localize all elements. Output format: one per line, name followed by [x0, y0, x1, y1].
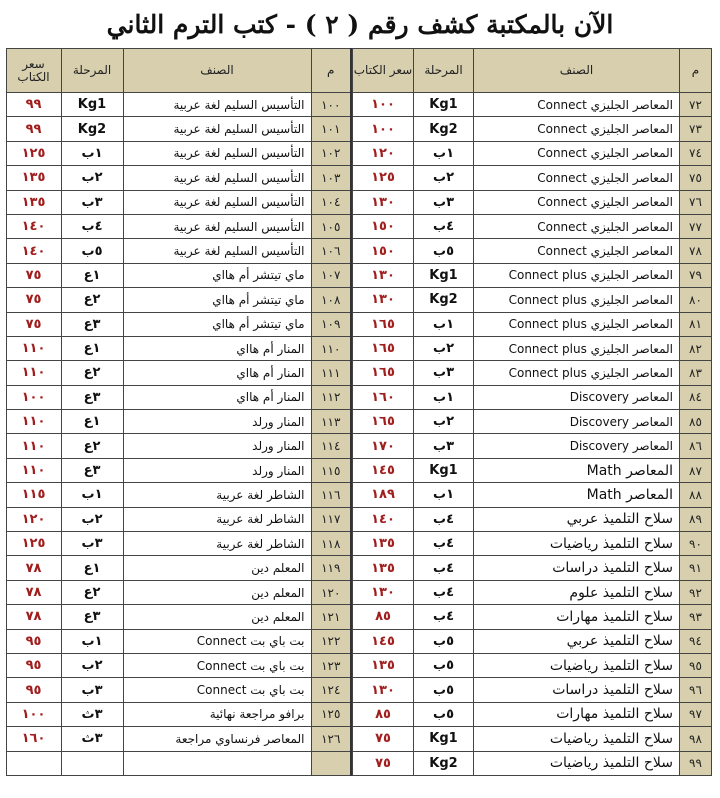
item-stage: ٢ب [61, 166, 123, 190]
item-name: بت باي بت Connect [123, 678, 311, 702]
item-name: سلاح التلميذ علوم [474, 580, 680, 604]
item-price: ٩٥ [6, 629, 61, 653]
item-name: المعاصر الجليزي Connect [474, 214, 680, 238]
item-name: المعاصر Math [474, 483, 680, 507]
table-row [6, 361, 351, 385]
item-stage: Kg2 [414, 751, 474, 775]
row-number: ٧٧ [680, 214, 712, 238]
table-row [353, 458, 712, 482]
left-table-body [6, 93, 351, 776]
table-row [6, 702, 351, 726]
item-price: ١٦٥ [353, 312, 414, 336]
item-price: ١٣٥ [6, 166, 61, 190]
table-row [6, 434, 351, 458]
table-row [6, 312, 351, 336]
item-stage: ١ب [414, 312, 474, 336]
item-price: ١٣٥ [353, 653, 414, 677]
table-row [353, 556, 712, 580]
row-number: ٩٩ [680, 751, 712, 775]
table-row [353, 93, 712, 117]
item-name: المنار أم هااي [123, 336, 311, 360]
item-price: ١٥٠ [353, 239, 414, 263]
table-row [6, 483, 351, 507]
item-price: ١٧٠ [353, 434, 414, 458]
item-name: المعاصر الجليزي Connect plus [474, 361, 680, 385]
item-stage: ٢ب [414, 166, 474, 190]
row-number: ١٢٣ [311, 653, 351, 677]
row-number: ٩٠ [680, 532, 712, 556]
item-stage: ٥ب [414, 239, 474, 263]
item-price: ١٣٥ [353, 532, 414, 556]
item-price: ١٤٠ [353, 507, 414, 531]
row-number: ١٠٣ [311, 166, 351, 190]
item-name: المعلم دين [123, 556, 311, 580]
row-number: ١٢٢ [311, 629, 351, 653]
item-name: المعاصر الجليزي Connect [474, 141, 680, 165]
table-row [6, 410, 351, 434]
item-name [123, 751, 311, 775]
item-price: ١٣٠ [353, 580, 414, 604]
row-number: ٩٨ [680, 727, 712, 751]
item-stage: ١ع [61, 263, 123, 287]
row-number: ٧٦ [680, 190, 712, 214]
row-number: ١١٠ [311, 336, 351, 360]
row-number: ١٠٠ [311, 93, 351, 117]
table-row [6, 629, 351, 653]
item-stage: ٣ب [414, 190, 474, 214]
item-name: سلاح التلميذ رياضيات [474, 727, 680, 751]
item-price: ١٠٠ [353, 117, 414, 141]
row-number: ٨٩ [680, 507, 712, 531]
item-name: التأسيس السليم لغة عربية [123, 190, 311, 214]
row-number: ١١٦ [311, 483, 351, 507]
item-price: ٧٥ [353, 727, 414, 751]
table-row [6, 580, 351, 604]
table-row [353, 483, 712, 507]
item-stage: ٣ع [61, 312, 123, 336]
table-row [6, 288, 351, 312]
item-stage: Kg1 [414, 727, 474, 751]
row-number: ١١٣ [311, 410, 351, 434]
table-row [353, 361, 712, 385]
item-name: المعاصر Math [474, 458, 680, 482]
item-name: الشاطر لغة عربية [123, 483, 311, 507]
item-price: ٨٥ [353, 702, 414, 726]
item-price: ٧٨ [6, 605, 61, 629]
item-stage: ٢ب [61, 653, 123, 677]
item-name: الشاطر لغة عربية [123, 532, 311, 556]
row-number: ٨٧ [680, 458, 712, 482]
item-price: ٩٥ [6, 653, 61, 677]
item-name: المعاصر الجليزي Connect [474, 93, 680, 117]
item-stage: ١ب [414, 385, 474, 409]
table-row [353, 410, 712, 434]
item-stage: Kg2 [61, 117, 123, 141]
item-stage: ٢ع [61, 580, 123, 604]
item-stage: ١ب [61, 629, 123, 653]
header-stage: المرحلة [61, 49, 123, 93]
row-number: ٩٢ [680, 580, 712, 604]
item-price: ١١٠ [6, 361, 61, 385]
item-price: ١١٠ [6, 410, 61, 434]
table-row [353, 507, 712, 531]
item-name: ماي تيتشر أم هااي [123, 263, 311, 287]
item-stage: ٤ب [414, 532, 474, 556]
left-table-header [6, 49, 351, 93]
item-price: ٩٩ [6, 117, 61, 141]
item-price: ١٣٥ [353, 556, 414, 580]
item-price: ٩٩ [6, 93, 61, 117]
row-number: ١١٨ [311, 532, 351, 556]
item-stage: ٥ب [414, 629, 474, 653]
item-price: ١٢٥ [353, 166, 414, 190]
item-price: ١٦٠ [6, 727, 61, 751]
item-name: المنار ورلد [123, 434, 311, 458]
row-number: ١٠٧ [311, 263, 351, 287]
item-stage: Kg1 [61, 93, 123, 117]
row-number: ١٢٦ [311, 727, 351, 751]
item-price: ٩٥ [6, 678, 61, 702]
item-price: ١١٠ [6, 434, 61, 458]
header-num: م [311, 49, 351, 93]
item-name: سلاح التلميذ رياضيات [474, 532, 680, 556]
item-price: ١٦٥ [353, 336, 414, 360]
row-number: ٧٥ [680, 166, 712, 190]
row-number: ٨٤ [680, 385, 712, 409]
item-name: المعاصر الجليزي Connect [474, 239, 680, 263]
item-stage: ٥ب [414, 653, 474, 677]
table-row [6, 190, 351, 214]
row-number: ٧٤ [680, 141, 712, 165]
item-stage: ١ع [61, 336, 123, 360]
item-name: سلاح التلميذ دراسات [474, 678, 680, 702]
item-stage: Kg1 [414, 263, 474, 287]
table-row [6, 117, 351, 141]
item-name: ماي تيتشر أم هااي [123, 312, 311, 336]
table-row [6, 507, 351, 531]
item-name: المعاصر الجليزي Connect plus [474, 263, 680, 287]
header-price: سعر الكتاب [353, 49, 414, 93]
item-name: المنار ورلد [123, 410, 311, 434]
item-stage: Kg2 [414, 117, 474, 141]
item-stage: ٤ب [414, 507, 474, 531]
row-number: ١١٢ [311, 385, 351, 409]
row-number: ١٠٦ [311, 239, 351, 263]
item-stage: ١ب [61, 483, 123, 507]
table-row [353, 312, 712, 336]
item-name: المعاصر فرنساوي مراجعة [123, 727, 311, 751]
item-stage: ٢ع [61, 288, 123, 312]
item-stage: ٣ب [61, 190, 123, 214]
item-price: ٧٥ [6, 288, 61, 312]
item-name: المنار أم هااي [123, 361, 311, 385]
table-row [353, 434, 712, 458]
item-stage: ٣ب [61, 532, 123, 556]
table-row [6, 678, 351, 702]
table-row [353, 263, 712, 287]
item-price: ١٤٠ [6, 239, 61, 263]
item-name: المعاصر الجليزي Connect plus [474, 288, 680, 312]
row-number: ١٠٨ [311, 288, 351, 312]
left-price-table [6, 48, 353, 776]
item-name: ماي تيتشر أم هااي [123, 288, 311, 312]
item-name: المعاصر الجليزي Connect [474, 190, 680, 214]
row-number: ٧٩ [680, 263, 712, 287]
table-row [353, 288, 712, 312]
item-name: المعاصر Discovery [474, 385, 680, 409]
header-category: الصنف [123, 49, 311, 93]
item-price: ١٢٥ [6, 141, 61, 165]
item-price: ١٤٥ [353, 458, 414, 482]
item-name: سلاح التلميذ مهارات [474, 702, 680, 726]
item-name: المعلم دين [123, 605, 311, 629]
item-name: التأسيس السليم لغة عربية [123, 214, 311, 238]
table-row [353, 190, 712, 214]
item-price: ١٥٠ [353, 214, 414, 238]
row-number: ١٢٠ [311, 580, 351, 604]
table-row [353, 117, 712, 141]
row-number: ٧٣ [680, 117, 712, 141]
item-price: ١٤٥ [353, 629, 414, 653]
item-stage: ٣ب [414, 434, 474, 458]
item-stage: ٢ع [61, 361, 123, 385]
table-row [353, 751, 712, 775]
item-price: ٨٥ [353, 605, 414, 629]
item-stage: ٢ع [61, 434, 123, 458]
table-row [353, 385, 712, 409]
row-number: ٨٨ [680, 483, 712, 507]
item-stage: ٣ث [61, 702, 123, 726]
row-number: ١١٧ [311, 507, 351, 531]
item-price: ١٢٠ [6, 507, 61, 531]
table-row [353, 580, 712, 604]
item-name: التأسيس السليم لغة عربية [123, 117, 311, 141]
header-price: سعر الكتاب [6, 49, 61, 93]
item-name: برافو مراجعة نهائية [123, 702, 311, 726]
table-row [353, 702, 712, 726]
item-price: ٧٨ [6, 580, 61, 604]
table-row [6, 653, 351, 677]
table-row [6, 605, 351, 629]
table-row [6, 214, 351, 238]
item-price: ١٠٠ [6, 702, 61, 726]
item-name: سلاح التلميذ دراسات [474, 556, 680, 580]
table-row [353, 336, 712, 360]
item-price: ١٨٩ [353, 483, 414, 507]
row-number: ٩٣ [680, 605, 712, 629]
item-name: التأسيس السليم لغة عربية [123, 93, 311, 117]
item-name: بت باي بت Connect [123, 629, 311, 653]
row-number: ١١١ [311, 361, 351, 385]
table-row [353, 653, 712, 677]
row-number: ١١٩ [311, 556, 351, 580]
row-number: ٩٧ [680, 702, 712, 726]
item-price: ١٢٠ [353, 141, 414, 165]
right-table-header [353, 49, 712, 93]
item-stage: ٣ب [61, 678, 123, 702]
table-row [353, 532, 712, 556]
page-title: الآن بالمكتبة كشف رقم ( ٢ ) - كتب الترم الثاني [106, 10, 614, 39]
item-stage: ٣ع [61, 458, 123, 482]
item-stage: ٥ب [414, 678, 474, 702]
item-stage: ٤ب [414, 214, 474, 238]
item-name: المعاصر الجليزي Connect plus [474, 336, 680, 360]
item-stage: ١ع [61, 410, 123, 434]
item-name: المعاصر Discovery [474, 434, 680, 458]
item-stage: ٤ب [414, 605, 474, 629]
item-stage: ٥ب [61, 239, 123, 263]
table-row [6, 239, 351, 263]
row-number: ١٠١ [311, 117, 351, 141]
row-number: ٨٢ [680, 336, 712, 360]
item-price: ١٤٠ [6, 214, 61, 238]
item-name: سلاح التلميذ عربي [474, 507, 680, 531]
item-price: ١٣٠ [353, 263, 414, 287]
item-name: سلاح التلميذ عربي [474, 629, 680, 653]
row-number: ١٢٤ [311, 678, 351, 702]
row-number: ٩٤ [680, 629, 712, 653]
table-row [6, 556, 351, 580]
row-number: ٨٥ [680, 410, 712, 434]
item-price: ١٠٠ [6, 385, 61, 409]
item-stage: Kg1 [414, 93, 474, 117]
row-number [311, 751, 351, 775]
item-stage: ٥ب [414, 702, 474, 726]
row-number: ٩٦ [680, 678, 712, 702]
table-row [353, 678, 712, 702]
item-name: سلاح التلميذ رياضيات [474, 751, 680, 775]
table-row [6, 532, 351, 556]
item-price: ٧٥ [6, 312, 61, 336]
item-stage: ١ب [61, 141, 123, 165]
item-stage: ١ب [414, 483, 474, 507]
item-price: ١٣٠ [353, 678, 414, 702]
price-list-sheet [8, 48, 712, 772]
item-stage: ٢ب [414, 410, 474, 434]
item-name: المعاصر الجليزي Connect [474, 166, 680, 190]
table-row [6, 751, 351, 775]
item-stage: ٣ع [61, 385, 123, 409]
item-stage: ٤ب [414, 580, 474, 604]
item-price: ٧٥ [353, 751, 414, 775]
row-number: ١١٤ [311, 434, 351, 458]
item-stage: ٤ب [61, 214, 123, 238]
item-name: التأسيس السليم لغة عربية [123, 141, 311, 165]
item-stage: ٤ب [414, 556, 474, 580]
item-name: المنار أم هااي [123, 385, 311, 409]
row-number: ١٠٩ [311, 312, 351, 336]
header-stage: المرحلة [414, 49, 474, 93]
table-row [6, 727, 351, 751]
item-name: المعاصر Discovery [474, 410, 680, 434]
table-row [353, 214, 712, 238]
item-stage: ٢ب [414, 336, 474, 360]
item-stage: Kg2 [414, 288, 474, 312]
item-name: سلاح التلميذ مهارات [474, 605, 680, 629]
table-row [6, 93, 351, 117]
item-name: المعاصر الجليزي Connect plus [474, 312, 680, 336]
item-stage [61, 751, 123, 775]
item-price: ١٦٠ [353, 385, 414, 409]
item-price: ١٢٥ [6, 532, 61, 556]
item-price: ١٣٠ [353, 190, 414, 214]
item-price: ١١٥ [6, 483, 61, 507]
item-name: الشاطر لغة عربية [123, 507, 311, 531]
item-price: ١٣٥ [6, 190, 61, 214]
row-number: ١١٥ [311, 458, 351, 482]
item-price: ٧٥ [6, 263, 61, 287]
table-row [353, 629, 712, 653]
row-number: ٨٣ [680, 361, 712, 385]
header-category: الصنف [474, 49, 680, 93]
row-number: ١٠٤ [311, 190, 351, 214]
item-price: ١٣٠ [353, 288, 414, 312]
item-price: ١٦٥ [353, 361, 414, 385]
item-price: ١١٠ [6, 336, 61, 360]
row-number: ٨٦ [680, 434, 712, 458]
row-number: ٩١ [680, 556, 712, 580]
table-row [6, 385, 351, 409]
header-num: م [680, 49, 712, 93]
item-name: المعلم دين [123, 580, 311, 604]
table-row [6, 263, 351, 287]
item-name: التأسيس السليم لغة عربية [123, 239, 311, 263]
table-row [353, 727, 712, 751]
item-price: ١٦٥ [353, 410, 414, 434]
item-price: ٧٨ [6, 556, 61, 580]
row-number: ٨١ [680, 312, 712, 336]
row-number: ١٠٢ [311, 141, 351, 165]
item-stage: ١ب [414, 141, 474, 165]
item-price: ١١٠ [6, 458, 61, 482]
row-number: ١٢١ [311, 605, 351, 629]
item-stage: ٣ث [61, 727, 123, 751]
item-name: بت باي بت Connect [123, 653, 311, 677]
right-price-table [352, 48, 712, 776]
table-row [353, 605, 712, 629]
item-stage: Kg1 [414, 458, 474, 482]
row-number: ١٠٥ [311, 214, 351, 238]
row-number: ١٢٥ [311, 702, 351, 726]
item-name: المنار ورلد [123, 458, 311, 482]
row-number: ٩٥ [680, 653, 712, 677]
row-number: ٨٠ [680, 288, 712, 312]
table-row [353, 141, 712, 165]
table-row [353, 239, 712, 263]
item-name: المعاصر الجليزي Connect [474, 117, 680, 141]
item-stage: ٣ب [414, 361, 474, 385]
item-price [6, 751, 61, 775]
item-name: سلاح التلميذ رياضيات [474, 653, 680, 677]
right-table-body [353, 93, 712, 776]
item-name: التأسيس السليم لغة عربية [123, 166, 311, 190]
table-row [6, 141, 351, 165]
table-row [353, 166, 712, 190]
item-price: ١٠٠ [353, 93, 414, 117]
row-number: ٧٢ [680, 93, 712, 117]
table-row [6, 166, 351, 190]
table-row [6, 336, 351, 360]
item-stage: ٣ع [61, 605, 123, 629]
item-stage: ٢ب [61, 507, 123, 531]
item-stage: ١ع [61, 556, 123, 580]
row-number: ٧٨ [680, 239, 712, 263]
table-row [6, 458, 351, 482]
